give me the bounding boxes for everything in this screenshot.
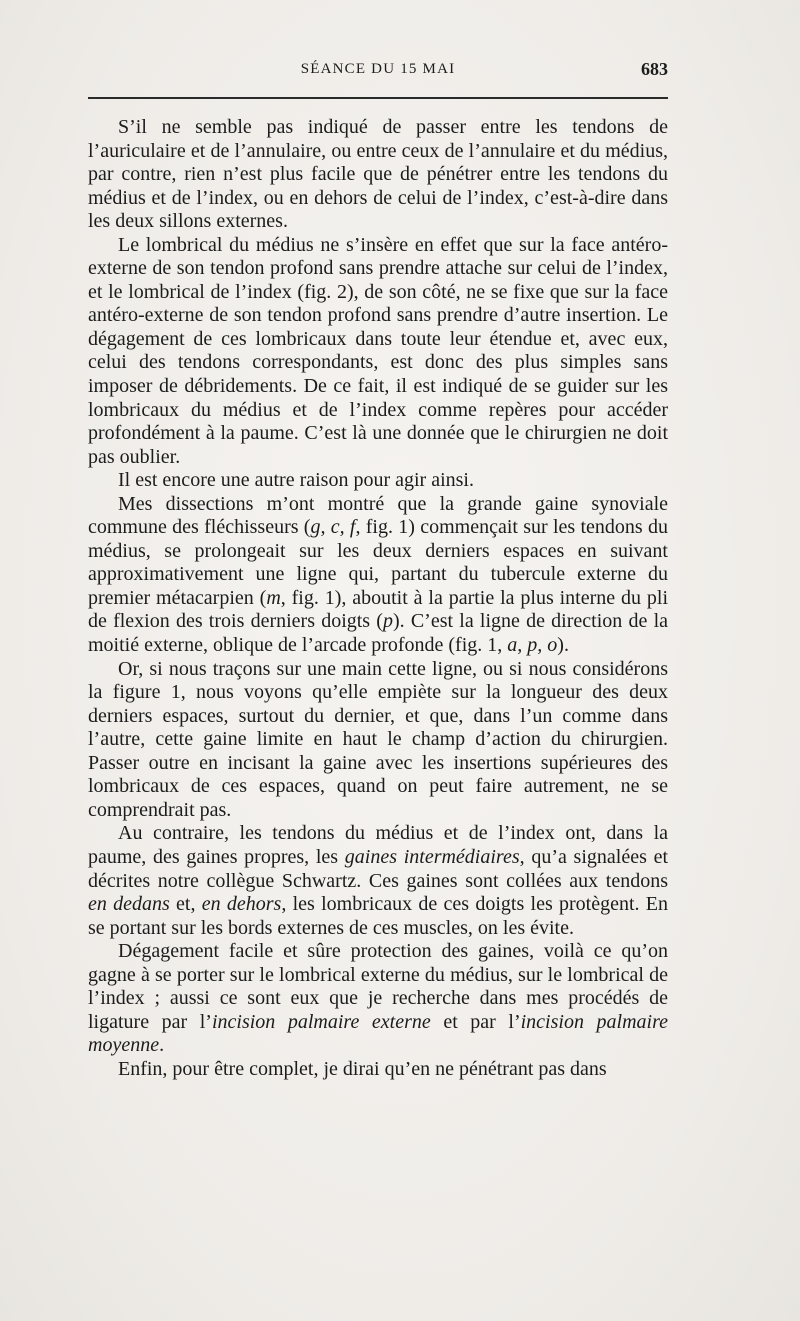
text-segment: , fig. 1) commençait sur les tendons du médius, se prolongeait sur les deux derniers espaces en suivant approximativement une ligne qui, partant du tubercule externe du premier métacarpien ( [88,516,668,609]
text-segment: Or, si nous traçons sur une main cette ligne, ou si nous considérons la figure 1, nous voyons qu’elle empiète sur la longueur des deux derniers espaces, surtout du dernier, et que, dans l’un comme dans l’autre, cette gaine limite en haut le champ d’action du chirurgien. Passer outre en incisant la gaine avec les insertions supérieures des lombricaux de ces espaces, quand on peut faire autrement, ne se comprendrait pas. [88,657,668,821]
text-segment: Le lombrical du médius ne s’insère en effet que sur la face antéro-externe de son tendon profond sans prendre attache sur celui de l’index, et le lombrical de l’index (fig. 2), de son côté, ne se fixe que sur la face antéro-externe de son tendon profond sans prendre d’autre insertion. Le dégagement de ces lombricaux dans toute leur étendue et, avec eux, celui des tendons correspondants, est donc des plus simples sans imposer de débridements. De ce fait, il est indiqué de se guider sur les lombricaux du médius et de l’index comme repères pour accéder profondément à la paume. C’est là une donnée que le chirurgien ne doit pas oublier. [88,233,668,468]
page-number: 683 [641,59,668,79]
paragraph [88,940,668,1058]
text-segment: et, [169,893,202,916]
italic-text: en dedans [88,893,170,916]
header-title: SÉANCE DU 15 MAI [300,61,456,77]
body-text [88,116,668,1081]
italic-text: en dehors [201,893,282,916]
text-segment: Mes dissections m’ont montré que la grande gaine synoviale commune des fléchisseurs ( [88,492,668,539]
italic-text: incision palmaire externe [211,1010,431,1033]
header-rule [88,97,668,99]
text-segment: Il est encore une autre raison pour agir ainsi. [118,469,474,492]
text-segment: Dégagement facile et sûre protection des gaines, voilà ce qu’on gagne à se porter sur le lombrical externe du médius, sur le lombrical de l’index ; aussi ce sont eux que je recherche dans mes procédés de ligature par l’ [88,940,668,1033]
italic-text: incision palmaire moyenne [88,1010,668,1057]
paragraph [88,493,668,658]
text-segment: , fig. 1), aboutit à la partie la plus interne du pli de flexion des trois derniers doigts ( [88,586,669,633]
running-header [88,58,668,82]
text-segment: Au contraire, les tendons du médius et de l’index ont, dans la paume, des gaines propres, les [88,822,668,868]
text-segment: , qu’a signalées et décrites notre collègue Schwartz. Ces gaines sont collées aux tendons [88,845,668,892]
italic-text: p [382,610,393,633]
text-segment: ). [557,634,569,657]
italic-text: m [266,586,281,609]
paragraph [88,116,668,234]
text-segment: , les lombricaux de ces doigts les protègent. En se portant sur les bords externes de ces muscles, on les évite. [88,893,668,939]
paragraph [88,469,668,493]
text-segment: ). C’est la ligne de direction de la moitié externe, oblique de l’arcade profonde (fig. 1, [88,610,668,657]
italic-text: g, c, f [310,516,356,539]
paragraph [88,658,668,823]
text-segment: . [159,1034,165,1057]
text-segment: S’il ne semble pas indiqué de passer entre les tendons de l’auriculaire et de l’annulaire, ou entre ceux de l’annulaire et du médius, par contre, rien n’est plus facile que de pénétrer entre les tendons du médius et de l’index, ou en dehors de celui de l’index, c’est-à-dire dans les deux sillons externes. [88,116,668,233]
text-segment: Enfin, pour être complet, je dirai qu’en ne pénétrant pas dans [118,1057,607,1080]
italic-text: a, p, o [507,634,558,657]
paragraph [88,1058,668,1082]
paragraph [88,822,668,940]
italic-text: gaines intermédiaires [344,845,520,868]
text-segment: et par l’ [430,1010,521,1033]
paragraph [88,234,668,469]
